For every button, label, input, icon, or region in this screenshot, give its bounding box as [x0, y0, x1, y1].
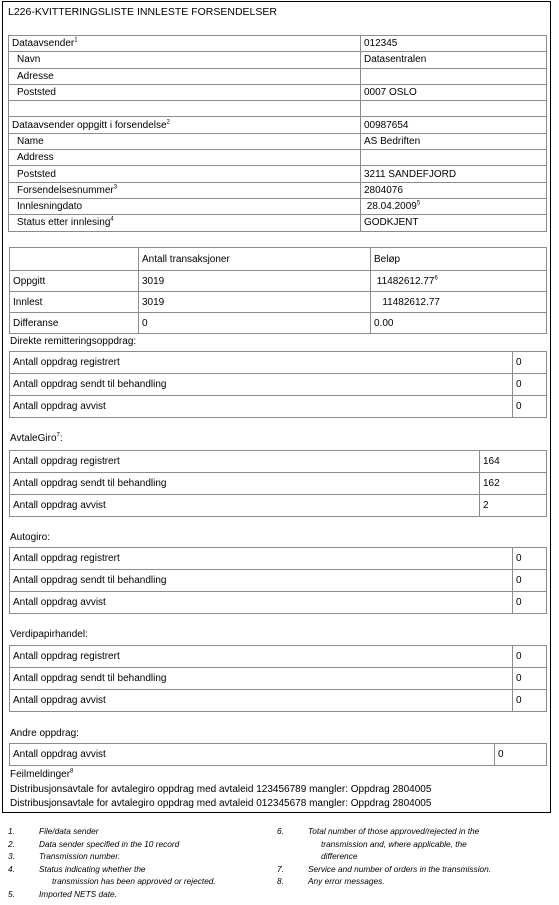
- sender-label: Poststed: [9, 166, 361, 182]
- section-row-label: Antall oppdrag sendt til behandling: [10, 473, 480, 495]
- sender-row: [9, 68, 547, 84]
- section-row: [10, 570, 547, 592]
- footnote-text: Status indicating whether the: [39, 863, 146, 874]
- error-line: Distribusjonsavtale for avtalegiro oppdrag med avtaleid 012345678 mangler: Oppdrag 2804005: [10, 798, 432, 809]
- totals-label: Differanse: [10, 313, 139, 334]
- section-row-label: Antall oppdrag avvist: [10, 495, 480, 517]
- sender-label: Dataavsender oppgitt i forsendelse$^2$: [9, 117, 361, 133]
- section-row-value: 0: [495, 744, 547, 766]
- sender-label: [9, 101, 361, 117]
- section-row-label: Antall oppdrag registrert: [10, 352, 513, 374]
- sender-row: [9, 133, 547, 149]
- totals-amount: 11482612.77$^6$: [371, 271, 547, 292]
- sender-value: [361, 150, 547, 166]
- footnote-text: Transmission number.: [39, 851, 121, 861]
- section-row: [10, 352, 547, 374]
- footnote-text: Data sender specified in the 10 record: [39, 838, 180, 849]
- section-table: [9, 547, 547, 614]
- section-heading: AvtaleGiro$^7$:: [10, 432, 63, 444]
- section-row: [10, 473, 547, 495]
- section-row: [10, 495, 547, 517]
- section-row-value: 0: [513, 548, 547, 570]
- section-row-value: 164: [480, 451, 547, 473]
- section-row-label: Antall oppdrag sendt til behandling: [10, 374, 513, 396]
- section-row-label: Antall oppdrag avvist: [10, 744, 495, 766]
- sender-row: [9, 166, 547, 182]
- totals-amount: 11482612.77: [371, 292, 547, 313]
- totals-row: [10, 271, 547, 292]
- footnote-text: Total number of those approved/rejected in the: [308, 826, 480, 836]
- section-row-label: Antall oppdrag avvist: [10, 690, 513, 712]
- sender-label: Name: [9, 133, 361, 149]
- section-row: [10, 396, 547, 418]
- sender-value: [361, 68, 547, 84]
- sender-value: AS Bedriften: [361, 133, 547, 149]
- sender-row: [9, 36, 547, 52]
- footnotes-left: [8, 825, 278, 905]
- section-row-label: Antall oppdrag registrert: [10, 451, 480, 473]
- section-row: [10, 646, 547, 668]
- totals-count: 3019: [139, 292, 371, 313]
- sender-label: Navn: [9, 52, 361, 68]
- section-row: [10, 592, 547, 614]
- footnote-text: difference: [321, 851, 358, 861]
- section-row: [10, 668, 547, 690]
- sender-table: [8, 35, 547, 232]
- sender-label: Innlesningdato: [9, 198, 361, 214]
- footnote-number: 7.: [277, 863, 284, 874]
- section-row-label: Antall oppdrag avvist: [10, 396, 513, 418]
- sender-value: 3211 SANDEFJORD: [361, 166, 547, 182]
- sender-label: Dataavsender$^1$: [9, 36, 361, 52]
- totals-header-count: Antall transaksjoner: [139, 248, 371, 271]
- section-heading: Autogiro:: [10, 532, 51, 543]
- footnote-text: Service and number of orders in the transmission.: [308, 863, 492, 874]
- sender-value: 2804076: [361, 182, 547, 198]
- section-table: [9, 743, 547, 766]
- totals-count: 0: [139, 313, 371, 334]
- section-heading: Andre oppdrag:: [10, 728, 79, 739]
- section-row-value: 0: [513, 690, 547, 712]
- error-line: Distribusjonsavtale for avtalegiro oppdrag med avtaleid 123456789 mangler: Oppdrag 2804005: [10, 784, 432, 795]
- section-row-value: 0: [513, 646, 547, 668]
- sender-row: [9, 117, 547, 133]
- footnote-number: 6.: [277, 826, 284, 836]
- footnote-number: 3.: [8, 851, 15, 861]
- sender-row: [9, 150, 547, 166]
- footnotes-right: [277, 825, 557, 905]
- footnote-number: 1.: [8, 826, 15, 836]
- section-row: [10, 744, 547, 766]
- footnote-text: File/data sender: [39, 826, 99, 836]
- section-row: [10, 451, 547, 473]
- section-row-label: Antall oppdrag sendt til behandling: [10, 668, 513, 690]
- footnote-text: Imported NETS date.: [39, 888, 117, 899]
- footnote-number: 8.: [277, 876, 284, 886]
- section-row-value: 0: [513, 374, 547, 396]
- sender-label: Adresse: [9, 68, 361, 84]
- sender-row: [9, 52, 547, 68]
- totals-header-amount: Beløp: [371, 248, 547, 271]
- section-table: [9, 450, 547, 517]
- totals-table: [9, 247, 547, 334]
- section-row-value: 162: [480, 473, 547, 495]
- errors-heading: Feilmeldinger$^8$: [10, 768, 74, 780]
- sender-value: Datasentralen: [361, 52, 547, 68]
- section-row: [10, 690, 547, 712]
- totals-label: Innlest: [10, 292, 139, 313]
- section-row-label: Antall oppdrag registrert: [10, 548, 513, 570]
- footnote-number: 5.: [8, 888, 15, 899]
- sender-value: [361, 101, 547, 117]
- sender-row: [9, 215, 547, 231]
- section-row-value: 0: [513, 570, 547, 592]
- section-row-value: 0: [513, 668, 547, 690]
- footnote-text: Any error messages.: [308, 876, 385, 886]
- sender-value: 012345: [361, 36, 547, 52]
- section-row-label: Antall oppdrag sendt til behandling: [10, 570, 513, 592]
- section-heading: Direkte remitteringsoppdrag:: [10, 336, 137, 347]
- footnote-number: 2.: [8, 838, 15, 849]
- page-title: L226-KVITTERINGSLISTE INNLESTE FORSENDELSER: [8, 6, 277, 18]
- totals-label: Oppgitt: [10, 271, 139, 292]
- sender-label: Status etter innlesing$^4$: [9, 215, 361, 231]
- totals-count: 3019: [139, 271, 371, 292]
- sender-label: Address: [9, 150, 361, 166]
- sender-label: Poststed: [9, 84, 361, 100]
- section-row-value: 0: [513, 592, 547, 614]
- section-table: [9, 351, 547, 418]
- sender-value: 00987654: [361, 117, 547, 133]
- footnote-text: transmission and, where applicable, the: [321, 838, 467, 849]
- sender-value: 0007 OSLO: [361, 84, 547, 100]
- totals-header-blank: [10, 248, 139, 271]
- sender-row: [9, 84, 547, 100]
- totals-row: [10, 292, 547, 313]
- sender-value: 28.04.2009$^5$: [361, 198, 547, 214]
- section-row: [10, 548, 547, 570]
- footnote-number: 4.: [8, 863, 15, 874]
- sender-value: GODKJENT: [361, 215, 547, 231]
- totals-amount: 0.00: [371, 313, 547, 334]
- totals-row: [10, 313, 547, 334]
- sender-row: [9, 182, 547, 198]
- section-row-label: Antall oppdrag registrert: [10, 646, 513, 668]
- sender-label: Forsendelsesnummer$^3$: [9, 182, 361, 198]
- sender-row: [9, 101, 547, 117]
- section-table: [9, 645, 547, 712]
- section-heading: Verdipapirhandel:: [10, 629, 88, 640]
- section-row-label: Antall oppdrag avvist: [10, 592, 513, 614]
- section-row-value: 2: [480, 495, 547, 517]
- section-row-value: 0: [513, 396, 547, 418]
- sender-row: [9, 198, 547, 214]
- section-row-value: 0: [513, 352, 547, 374]
- footnote-text: transmission has been approved or rejected.: [52, 876, 216, 886]
- section-row: [10, 374, 547, 396]
